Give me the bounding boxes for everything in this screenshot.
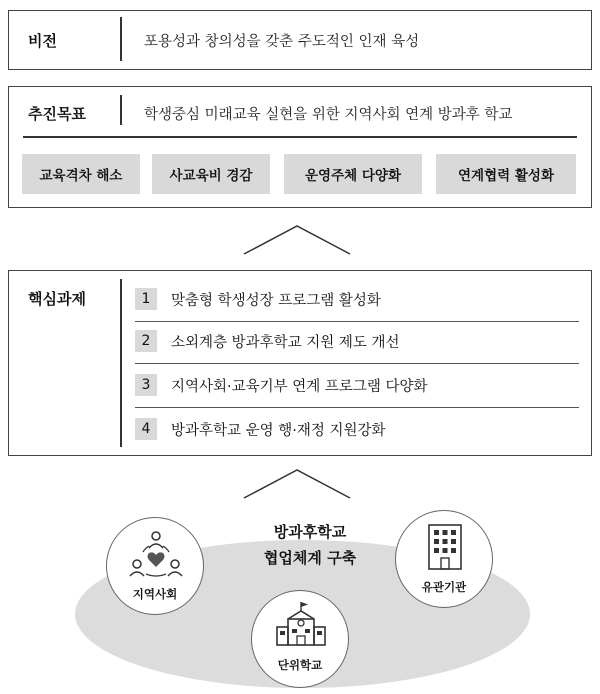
cooperation-title-line1: 방과후학교 xyxy=(273,523,347,541)
tasks-divider xyxy=(120,279,122,447)
task-text: 맞춤형 학생성장 프로그램 활성화 xyxy=(171,293,381,309)
goal-item-2: 사교육비 경감 xyxy=(152,154,270,194)
goals-separator xyxy=(23,136,577,138)
community-icon xyxy=(129,530,183,580)
task-row-4 xyxy=(135,408,579,448)
task-number: 1 xyxy=(135,288,157,310)
task-text: 소외계층 방과후학교 지원 제도 개선 xyxy=(171,335,400,351)
up-arrow-icon xyxy=(242,468,352,500)
task-row-2 xyxy=(135,320,579,364)
task-row-1 xyxy=(135,278,579,322)
goal-item-4: 연계협력 활성화 xyxy=(436,154,576,194)
school-label: 단위학교 xyxy=(277,658,323,672)
agency-label: 유관기관 xyxy=(421,580,467,594)
vision-box xyxy=(8,10,592,70)
vision-divider xyxy=(120,17,122,61)
vision-label: 비전 xyxy=(28,32,57,50)
task-number: 2 xyxy=(135,330,157,352)
school-node xyxy=(251,590,349,688)
goal-item-1: 교육격차 해소 xyxy=(22,154,140,194)
tasks-label: 핵심과제 xyxy=(28,290,86,308)
community-label: 지역사회 xyxy=(132,587,178,601)
goal-item-3: 운영주체 다양화 xyxy=(284,154,422,194)
building-icon xyxy=(427,523,463,571)
cooperation-title-line2: 협업체계 구축 xyxy=(263,549,357,567)
task-text: 방과후학교 운영 행·재정 지원강화 xyxy=(171,423,386,439)
goals-label: 추진목표 xyxy=(28,105,86,123)
up-arrow-icon xyxy=(242,224,352,256)
community-node xyxy=(106,517,204,615)
task-number: 3 xyxy=(135,374,157,396)
goals-text: 학생중심 미래교육 실현을 위한 지역사회 연계 방과후 학교 xyxy=(144,107,513,123)
task-text: 지역사회·교육기부 연계 프로그램 다양화 xyxy=(171,379,428,395)
task-number: 4 xyxy=(135,418,157,440)
goals-divider xyxy=(120,95,122,125)
school-icon xyxy=(274,601,328,647)
vision-text: 포용성과 창의성을 갖춘 주도적인 인재 육성 xyxy=(144,34,420,50)
agency-node xyxy=(395,510,493,608)
task-row-3 xyxy=(135,364,579,408)
